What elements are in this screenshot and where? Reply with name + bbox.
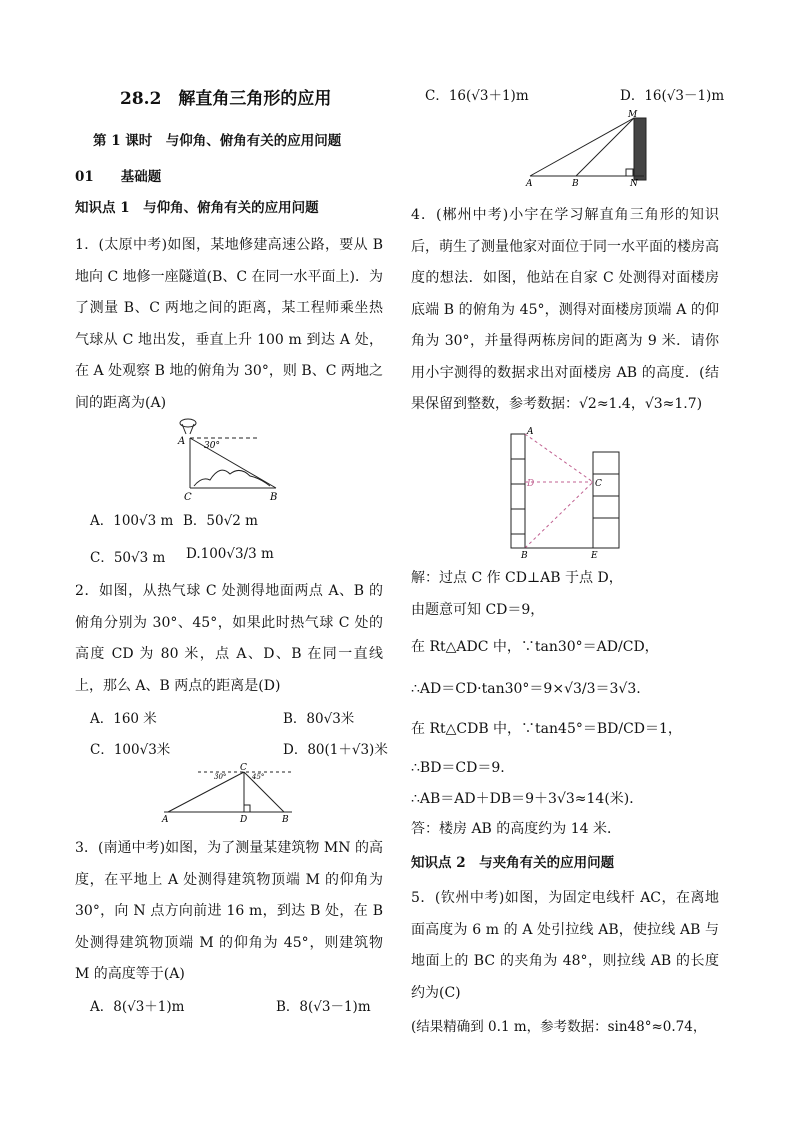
fig1-label-c: C [184,492,192,502]
question-4-figure [505,424,629,560]
fig4-label-b: B [521,551,528,560]
q2-option-c: C．100√3米 [90,742,171,758]
fig4-label-a: A [527,427,534,437]
q2-option-d: D．80(1＋√3)米 [283,742,388,758]
solution-line-8: 答：楼房 AB 的高度约为 14 米． [411,821,622,837]
q3-option-b: B．8(√3－1)m [276,999,371,1015]
q3-option-d: D．16(√3－1)m [620,88,725,104]
section-heading: 01 基础题 [75,169,162,185]
fig4-label-c: C [595,479,602,489]
fig3-label-a: A [526,179,533,189]
fig4-label-d: D [527,479,535,489]
q1-option-c: C．50√3 m [90,550,166,566]
question-4-text: 4．(郴州中考)小宇在学习解直角三角形的知识后，萌生了测量他家对面位于同一水平面的楼房高度的想法．如图，他站在自家 C 处测得对面楼房底端 B 的俯角为 45°，测得对面楼房顶端 A 的仰角为 30°，并量得两栋房间的距离为 9 米．请你用小宇测得的数据求出对面楼房 AB 的高度．(结果保留到整数，参考数据：√2≈1.4，√3≈1.7) [411,207,719,412]
question-1-text: 1．(太原中考)如图，某地修建高速公路，要从 B 地向 C 地修一座隧道(B、C 在同一水平面上)．为了测量 B、C 两地之间的距离，某工程师乘坐热气球从 C 地出发，垂直上升 100 m 到达 A 处，在 A 处观察 B 地的俯角为 30°，则 B、C 两地之间的距离为(A) [75,237,383,411]
q3-option-c: C．16(√3＋1)m [425,88,529,104]
question-2-text: 2．如图，从热气球 C 处测得地面两点 A、B 的俯角分别为 30°、45°，如果此时热气球 C 处的高度 CD 为 80 米，点 A、D、B 在同一直线上，那么 A、B 两点的距离是(D) [75,583,383,694]
question-3-figure [520,108,660,190]
fig1-label-b: B [270,492,278,502]
fig3-label-n: N [630,179,638,189]
solution-line-4: ∴AD＝CD·tan30°＝9×√3/3＝3√3. [411,681,641,697]
fig3-label-m: M [628,110,638,120]
q1-option-d: D.100√3/3 m [186,546,274,562]
fig2-label-b: B [282,815,289,822]
fig2-angle-45: 45° [252,773,265,781]
lesson-subtitle: 第 1 课时 与仰角、俯角有关的应用问题 [93,133,342,149]
fig2-angle-30: 30° [214,773,227,781]
fig2-label-c: C [240,763,247,773]
fig1-angle-label: 30° [204,441,220,451]
q1-option-a: A．100√3 m [90,513,174,529]
solution-line-3: 在 Rt△ADC 中，∵tan30°＝AD/CD， [411,639,659,655]
solution-line-6: ∴BD＝CD＝9. [411,760,505,776]
q1-option-b: B．50√2 m [183,513,258,529]
fig4-label-e: E [591,551,598,560]
solution-line-5: 在 Rt△CDB 中，∵tan45°＝BD/CD＝1， [411,721,682,737]
question-2-figure [158,760,298,822]
q3-option-a: A．8(√3＋1)m [90,999,185,1015]
fig3-label-b: B [572,179,579,189]
fig2-label-a: A [162,815,169,822]
solution-line-2: 由题意可知 CD＝9， [411,602,545,618]
q2-option-b: B．80√3米 [283,711,355,727]
question-1-figure [170,416,290,502]
question-5-text: 5．(钦州中考)如图，为固定电线杆 AC，在离地面高度为 6 m 的 A 处引拉线 AB，使拉线 AB 与地面上的 BC 的夹角为 48°，则拉线 AB 的长度约为(C) [411,890,719,1001]
page-title: 28.2 解直角三角形的应用 [120,89,332,109]
fig2-label-d: D [240,815,248,822]
knowledge-point-1: 知识点 1 与仰角、俯角有关的应用问题 [75,200,319,216]
fig1-label-a: A [178,436,186,447]
question-5-note: (结果精确到 0.1 m，参考数据：sin48°≈0.74， [411,1019,707,1035]
solution-line-7: ∴AB＝AD＋DB＝9＋3√3≈14(米)． [411,791,644,807]
question-3-text: 3．(南通中考)如图，为了测量某建筑物 MN 的高度，在平地上 A 处测得建筑物顶端 M 的仰角为 30°，向 N 点方向前进 16 m，到达 B 处，在 B 处测得建筑物顶端 M 的仰角为 45°，则建筑物 M 的高度等于(A) [75,840,383,982]
solution-line-1: 解：过点 C 作 CD⊥AB 于点 D， [411,570,623,586]
knowledge-point-2: 知识点 2 与夹角有关的应用问题 [411,855,615,871]
q2-option-a: A．160 米 [90,711,157,727]
